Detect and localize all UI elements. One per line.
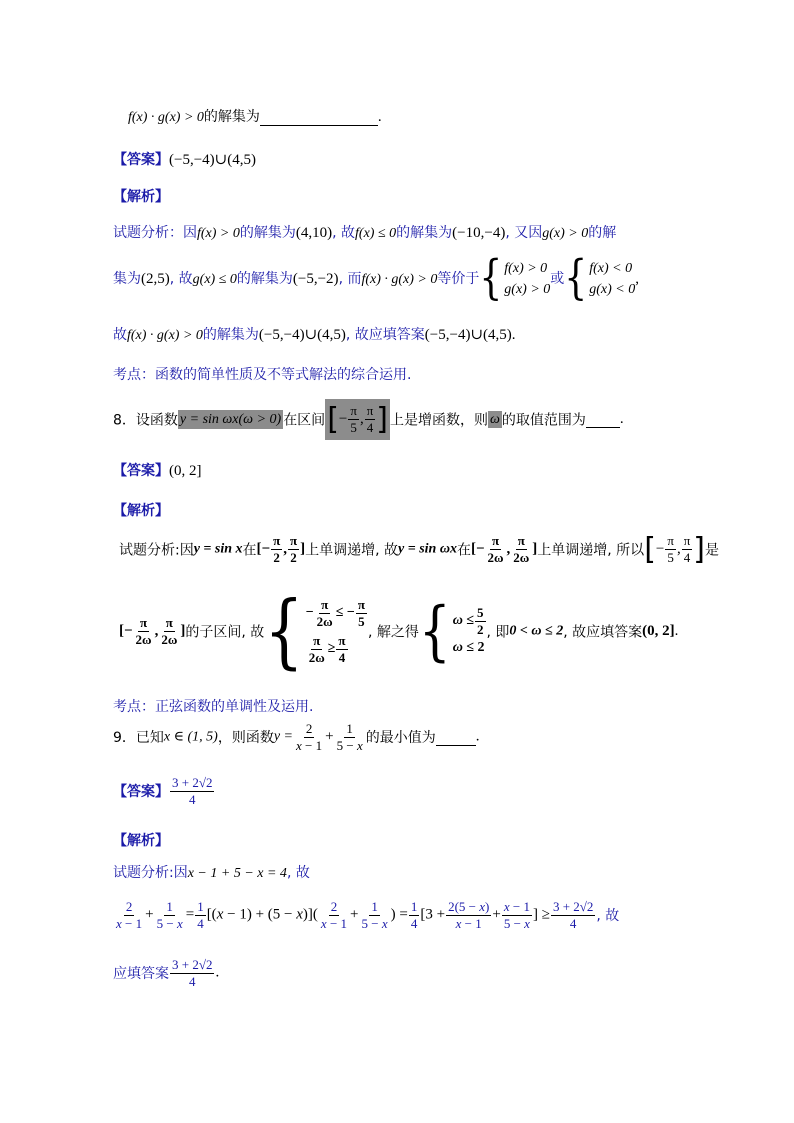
text: ，则函数 — [217, 730, 274, 747]
answer-label: 【答案】 — [113, 784, 169, 801]
fraction-den: 4 — [188, 791, 196, 807]
answer-8 — [113, 460, 202, 480]
math: y = sin ωx — [398, 541, 457, 557]
text: , 故应填答案 — [345, 327, 425, 343]
math: f(x) > 0 — [197, 226, 240, 241]
answer-fraction — [170, 776, 214, 806]
text: , — [635, 271, 639, 287]
text: 试题分析:因 — [113, 865, 188, 881]
interval: [ − $\frac{\pi}{5}$ , $\frac{\pi}{4}$ ] — [325, 399, 390, 440]
question-9: 9．已知x ∈ (1, 5)，则函数y = $\frac{2}{x - 1}$ + $\frac{1}{5 - x}$ 的最小值为 . — [113, 721, 480, 753]
text: 上单调递增, 所以 — [537, 542, 645, 559]
analysis-9-p2: $\frac{2}{x - 1}$ + $\frac{1}{5 - x}$ = $\frac{1}{4}$ [(x − 1) + (5 − x)]( $\frac{2}{x - 1}$ + $\frac{1}{5 - x}$ ) = $\frac{1}{4}$ [3 + $\frac{2(5 - x)}{x - 1}$ + $\frac{x - 1}{5 - x}$ ] ≥ $\frac{3 + 2√2}{4}$ , 故 — [116, 899, 620, 931]
math: g(x) ≤ 0 — [192, 272, 237, 287]
text: 在 — [242, 542, 257, 559]
answer-blank — [260, 109, 378, 126]
inequality-row: f(x) > 0 — [504, 261, 548, 276]
question-number: 9．已知 — [113, 730, 164, 747]
text: 集为 — [113, 271, 141, 287]
text: 在区间 — [283, 412, 326, 429]
inequality-row: f(x) < 0 — [589, 261, 633, 276]
text: 上单调递增, 故 — [305, 542, 398, 559]
kaodian-8: 考点：正弦函数的单调性及运用. — [113, 699, 314, 715]
text: 故 — [113, 327, 127, 343]
math: (−5,−4)∪(4,5) — [424, 327, 512, 343]
math: (0, 2] — [642, 622, 675, 639]
math: (4,10) — [295, 225, 333, 241]
text: 试题分析：因 — [113, 225, 197, 241]
fraction-den: 4 — [188, 973, 196, 989]
question-number: 8．设函数 — [113, 412, 178, 429]
text: 上是增函数，则 — [390, 412, 488, 429]
math: y = — [273, 729, 293, 745]
fraction-num: 3 + 2√2 — [172, 775, 213, 790]
math: f(x) ≤ 0 — [355, 226, 397, 241]
text: . — [215, 964, 220, 981]
math-omega: ω — [490, 411, 500, 427]
answer-blank — [436, 729, 476, 746]
math: (−5,−4)∪(4,5) — [258, 327, 346, 343]
analysis-label: 【解析】 — [113, 503, 169, 519]
math: f(x) · g(x) > 0 — [127, 328, 203, 343]
answer-value: (−5,−4)∪(4,5) — [169, 152, 256, 168]
analysis-8-p1: 试题分析:因y = sin x在[− $\frac{\pi}{2}$ , $\frac{\pi}{2}$ ]上单调递增, 故y = sin ωx在[− $\frac{\pi}{2\omega}$ , $\frac{\pi}{2\omega}$ ]上单调递增, 所以[− $\frac{\pi}{5}$ , $\frac{\pi}{4}$ ]是 — [119, 532, 719, 567]
analysis-8-p2: [− $\frac{\pi}{2\omega}$ , $\frac{\pi}{2\omega}$ ]的子区间, 故 { − $\frac{\pi}{2\omega}$ ≤ − $\frac{\pi}{5}$ $\frac{\pi}{2\omega}$ ≥ $\frac{\pi}{4}$ , 解之得 { ω ≤ $\frac{5}{2}$ ω ≤ 2 , 即0 < ω ≤ 2, 故应填答案(0, 2]. — [119, 583, 679, 679]
text: . — [674, 622, 679, 639]
analysis-label: 【解析】 — [113, 189, 169, 205]
math: 0 < ω ≤ 2 — [509, 623, 564, 639]
text: 等价于 — [437, 271, 480, 287]
math-function: y = sin ωx(ω > 0) — [179, 411, 282, 427]
question-7-tail: f(x) · g(x) > 0的解集为 . — [128, 109, 382, 125]
system-of-inequalities: { f(x) < 0 g(x) < 0 — [564, 251, 636, 305]
text: 的解集为 — [236, 271, 293, 287]
text: 的解集为 — [239, 225, 296, 241]
math: (−10,−4) — [452, 225, 506, 241]
text: , 解之得 — [367, 624, 419, 641]
text: 在 — [456, 542, 471, 559]
answer-9 — [113, 776, 215, 806]
text: , 又因 — [505, 225, 543, 241]
text: 试题分析:因 — [119, 542, 194, 559]
text: 是 — [705, 542, 719, 559]
answer-blank — [586, 411, 620, 428]
text: , 故 — [286, 865, 310, 881]
math: x − 1 + 5 − x = 4 — [187, 866, 287, 881]
math-expression: f(x) · g(x) > 0 — [128, 110, 204, 125]
inequality-row: g(x) > 0 — [504, 282, 551, 297]
answer-label: 【答案】 — [113, 152, 169, 168]
text: , 即 — [486, 624, 510, 641]
question-8: 8．设函数 y = sin ωx(ω > 0) 在区间 [ − $\frac{\pi}{5}$ , $\frac{\pi}{4}$ ] 上是增函数，则 ω 的取值范围为 . — [113, 399, 624, 440]
math: (2,5) — [141, 271, 170, 287]
text: , 故 — [332, 225, 356, 241]
analysis-7-p3 — [113, 324, 516, 344]
system-of-inequalities: { ω ≤ $\frac{5}{2}$ ω ≤ 2 — [418, 593, 485, 669]
answer-fraction — [170, 958, 214, 988]
analysis-7-p2 — [113, 251, 639, 305]
fraction-den: 5 — [350, 420, 357, 435]
text: 的最小值为 — [365, 730, 436, 747]
analysis-9-p3 — [113, 958, 219, 988]
text: 的解 — [588, 225, 617, 241]
answer-7 — [113, 149, 256, 169]
system-of-inequalities: { f(x) > 0 g(x) > 0 — [479, 251, 551, 305]
math: g(x) > 0 — [542, 226, 589, 241]
math: (−5,−2) — [292, 271, 339, 287]
text: , 故 — [596, 908, 620, 925]
text: 或 — [550, 271, 565, 287]
text: . — [511, 327, 516, 343]
text: 应填答案 — [113, 966, 169, 983]
text: 的解集为 — [202, 327, 259, 343]
math: f(x) · g(x) > 0 — [361, 272, 438, 287]
fraction-num: π — [366, 403, 374, 419]
answer-value: (0, 2] — [169, 463, 202, 479]
answer-label: 【答案】 — [113, 463, 169, 479]
fraction-den: 4 — [366, 420, 374, 435]
fraction-num: 3 + 2√2 — [172, 957, 213, 972]
analysis-label: 【解析】 — [113, 833, 169, 849]
math: y = sin x — [193, 541, 243, 557]
text: 的解集为 — [396, 225, 453, 241]
text: 的子区间, 故 — [185, 624, 265, 641]
text: , 而 — [338, 271, 362, 287]
question-text: 的解集为 — [203, 109, 260, 125]
text: , 故应填答案 — [563, 624, 643, 641]
system-of-inequalities: { − $\frac{\pi}{2\omega}$ ≤ − $\frac{\pi}{5}$ $\frac{\pi}{2\omega}$ ≥ $\frac{\pi}{4}$ — [264, 583, 365, 679]
text: 的取值范围为 — [501, 412, 586, 429]
text: , 故 — [169, 271, 193, 287]
math: x ∈ (1, 5) — [163, 729, 218, 745]
analysis-9-p1 — [113, 862, 310, 882]
analysis-7-p1 — [113, 222, 616, 242]
inequality-row: g(x) < 0 — [589, 282, 636, 297]
fraction-num: π — [350, 403, 357, 419]
kaodian-7: 考点：函数的简单性质及不等式解法的综合运用. — [113, 367, 412, 383]
